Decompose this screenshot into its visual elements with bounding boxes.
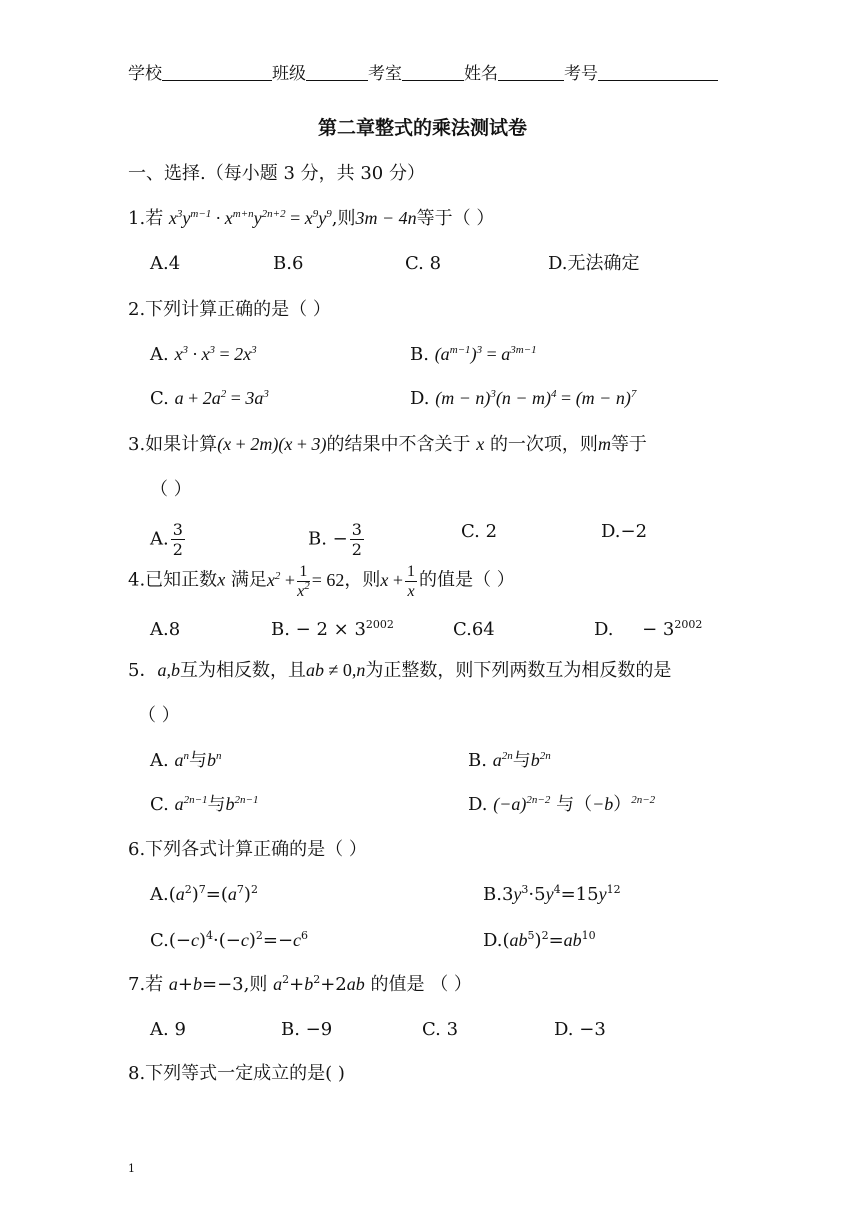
q4-expression: x + $\frac{1}{x}$ [380, 563, 415, 600]
q6-option-c[interactable]: $C.(-c)^4\cdot(-c)^2=-c^6$ [150, 929, 309, 951]
name-label: 姓名 [464, 64, 498, 84]
q1-option-c[interactable]: C. 8 [405, 253, 442, 274]
q1-option-b[interactable]: B.6 [273, 253, 304, 274]
q7-option-a[interactable]: A. 9 [150, 1019, 186, 1040]
q3-formula: (x + 2m)(x + 3) [217, 434, 327, 454]
q5-option-c[interactable]: C. $a^{2n-1}$与$b^{2n-1}$ [150, 794, 259, 815]
question-1: 1.若 $x^3y^{m-1} \cdot x^{m+n}y^{2n+2} = x^9y^9$,则3m − 4n等于（ ） [128, 208, 495, 229]
number-blank[interactable] [598, 62, 718, 81]
q2-option-d[interactable]: D. $(m - n)^3(n - m)^4 = (m - n)^7$ [410, 388, 637, 409]
q3-options [128, 512, 728, 559]
q4-option-b[interactable]: B. − $2 \times 3^{2002}$ [271, 618, 394, 640]
q3-option-b[interactable]: B. − $\frac{3}{2}$ [308, 520, 362, 559]
school-blank[interactable] [162, 62, 272, 81]
q7-option-c[interactable]: C. 3 [422, 1019, 459, 1040]
section-heading: 一、选择.（每小题 3 分，共 30 分） [128, 163, 425, 184]
q5-option-d[interactable]: D. $(-a)^{2n-2}$ 与$(-b)^{2n-2}$ [468, 794, 656, 815]
question-7: 7.若 a+b=−3,则 $a^2+b^2+2ab$ 的值是 （ ） [128, 973, 472, 995]
name-blank[interactable] [498, 62, 564, 81]
school-label: 学校 [128, 64, 162, 84]
question-6: 6.下列各式计算正确的是（ ） [128, 839, 367, 860]
room-blank[interactable] [402, 62, 464, 81]
q3-answer-paren: （ ） [150, 479, 192, 500]
q6-option-b[interactable]: $B.3y^3\cdot 5y^4=15y^{12}$ [483, 883, 621, 905]
q3-option-a[interactable]: A. $\frac{3}{2}$ [150, 520, 183, 559]
question-8: 8.下列等式一定成立的是( ) [128, 1063, 345, 1084]
number-label: 考号 [564, 64, 598, 84]
student-info-header [128, 62, 718, 86]
q4-option-c[interactable]: C.64 [453, 619, 495, 640]
q2-option-a[interactable]: A. $x^3 \cdot x^3 = 2x^3$ [150, 344, 257, 365]
question-5: 5．a,b互为相反数，且ab ≠ 0,n为正整数，则下列两数互为相反数的是 [128, 660, 672, 681]
question-3: 3.如果计算(x + 2m)(x + 3)的结果中不含关于 x 的一次项，则m等于 [128, 434, 647, 455]
question-4: 4.已知正数x 满足$x^2$ + $\frac{1}{x^2}$ = 62，则x + $\frac{1}{x}$ 的值是（ ） [128, 563, 515, 600]
question-2: 2.下列计算正确的是（ ） [128, 299, 331, 320]
class-label: 班级 [272, 64, 306, 84]
q1-option-d[interactable]: D.无法确定 [548, 253, 640, 274]
q6-option-a[interactable]: $A.(a^2)^7=(a^7)^2$ [150, 883, 258, 905]
q5-option-a[interactable]: A. $a^n$与$b^n$ [150, 750, 222, 771]
q7-option-d[interactable]: D. −3 [554, 1019, 606, 1040]
page-title: 第二章整式的乘法测试卷 [318, 117, 528, 139]
q7-option-b[interactable]: B. −9 [281, 1019, 333, 1040]
q4-option-a[interactable]: A.8 [150, 619, 181, 640]
q5-answer-paren: （ ） [138, 705, 180, 726]
q2-option-b[interactable]: B. $(a^{m-1})^3 = a^{3m-1}$ [410, 344, 537, 365]
q3-option-d[interactable]: D.−2 [601, 521, 648, 542]
q3-option-c[interactable]: C. 2 [461, 521, 498, 542]
class-blank[interactable] [306, 62, 368, 81]
q4-option-d[interactable]: D. − $3^{2002}$ [594, 618, 703, 640]
q1-formula: $x^3y^{m-1} \cdot x^{m+n}y^{2n+2} = x^9y^9$ [168, 208, 332, 228]
q2-option-c[interactable]: C. $a + 2a^2 = 3a^3$ [150, 388, 269, 409]
q1-option-a[interactable]: A.4 [150, 253, 181, 274]
page-number: 1 [128, 1162, 135, 1175]
q5-option-b[interactable]: B. $a^{2n}$与$b^{2n}$ [468, 750, 551, 771]
q4-condition: $x^2$ + $\frac{1}{x^2}$ = 62 [266, 563, 345, 600]
room-label: 考室 [368, 64, 402, 84]
q6-option-d[interactable]: $D.(ab^5)^2=ab^{10}$ [483, 929, 596, 951]
